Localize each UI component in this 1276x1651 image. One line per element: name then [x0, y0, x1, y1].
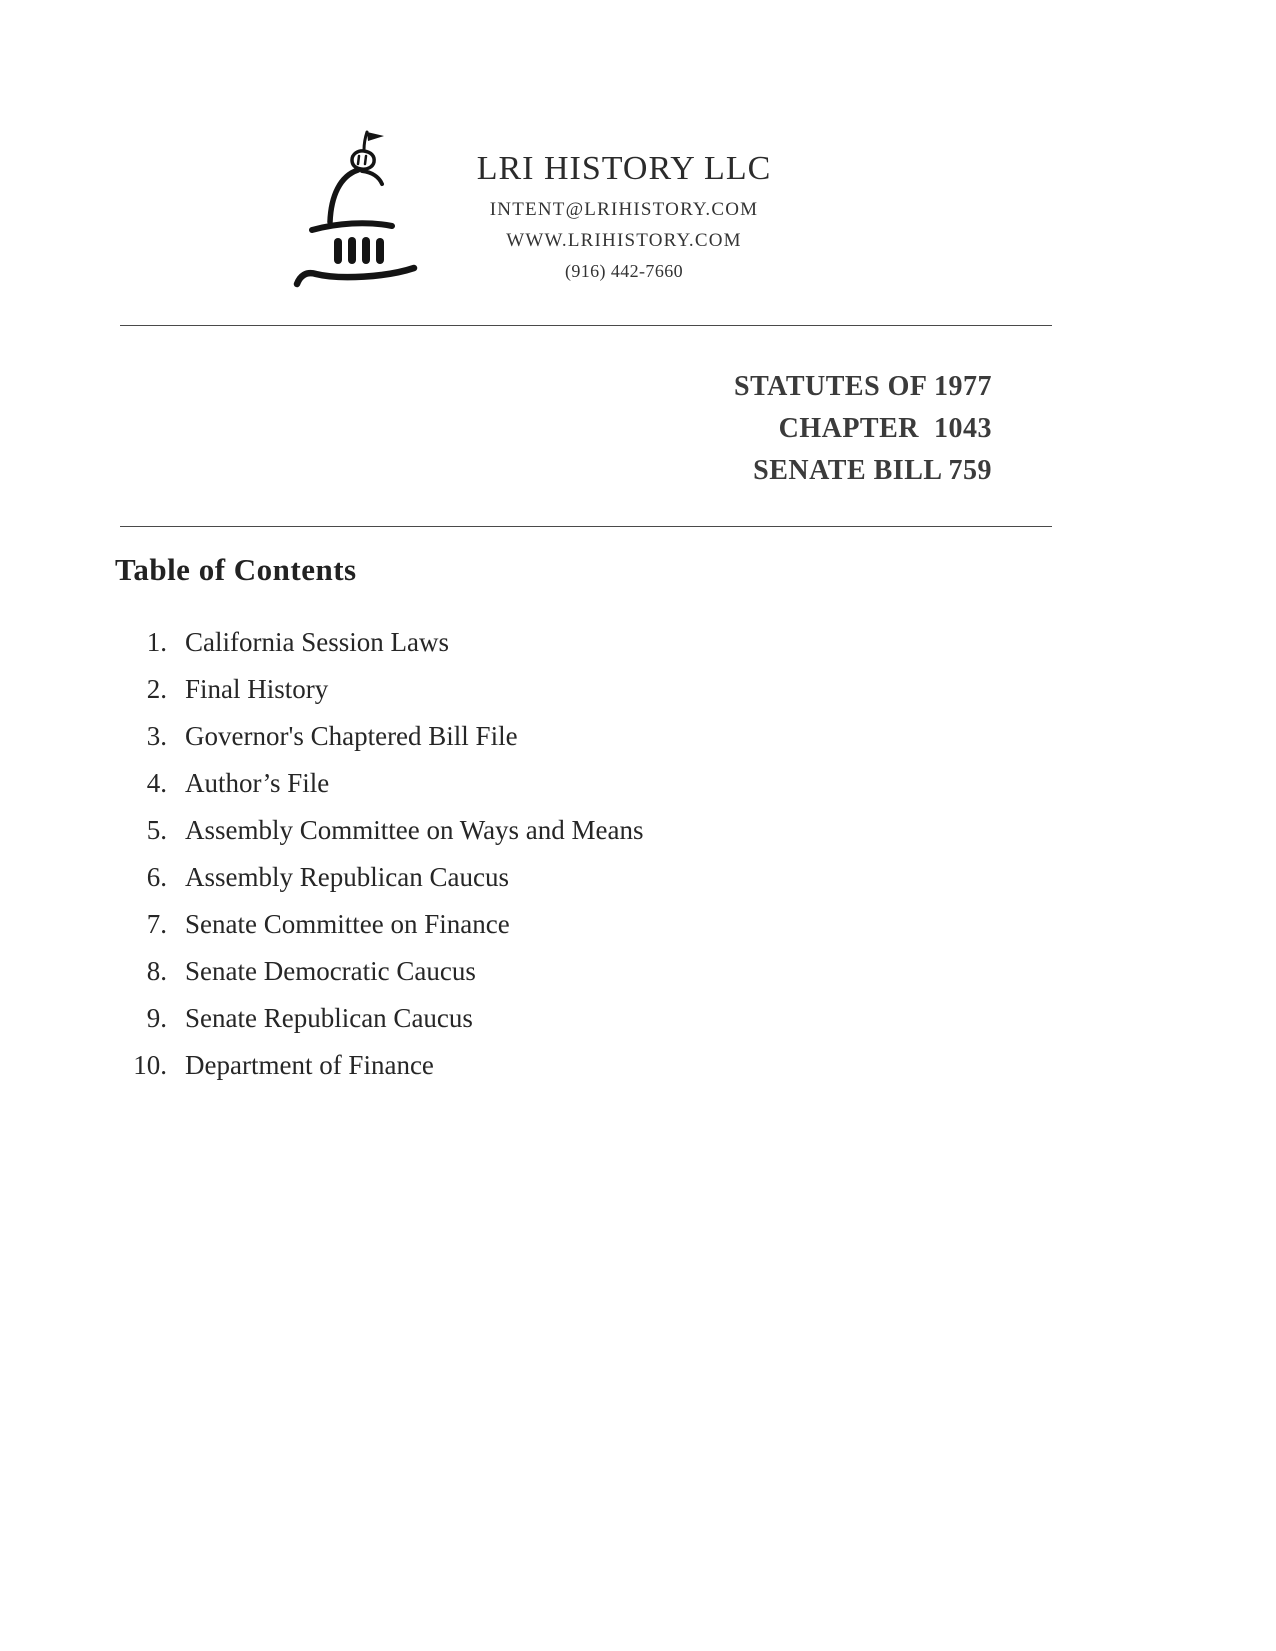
toc-item-label: Senate Committee on Finance	[185, 909, 510, 939]
toc-item-number: 5.	[146, 815, 167, 845]
toc-item-number: 7.	[146, 909, 167, 939]
company-email: INTENT@LRIHISTORY.COM	[489, 199, 759, 220]
company-website: WWW.LRIHISTORY.COM	[506, 230, 742, 251]
toc-item-label: Final History	[185, 674, 329, 704]
toc-item-label: Assembly Republican Caucus	[185, 862, 509, 892]
senate-bill-line: SENATE BILL 759	[753, 455, 992, 486]
toc-item	[115, 767, 1015, 800]
company-name: LRI HISTORY LLC	[476, 150, 772, 187]
toc-item	[115, 1002, 1015, 1035]
toc-item-label: Department of Finance	[185, 1050, 434, 1080]
toc-item-label: Governor's Chaptered Bill File	[185, 721, 518, 751]
toc-item	[115, 861, 1015, 894]
divider-bottom	[120, 526, 1052, 527]
toc-item	[115, 908, 1015, 941]
toc-item-number: 4.	[146, 768, 167, 798]
toc-item	[115, 1049, 1015, 1082]
toc-item-number: 6.	[146, 862, 167, 892]
title-block	[120, 366, 992, 492]
toc-item-label: Author’s File	[185, 768, 330, 798]
toc-item	[115, 720, 1015, 753]
toc-item	[115, 814, 1015, 847]
toc-item-label: Senate Republican Caucus	[185, 1003, 473, 1033]
statutes-line: STATUTES OF 1977	[734, 371, 992, 402]
toc-item-number: 1.	[146, 627, 167, 657]
toc-item-number: 2.	[146, 674, 167, 704]
letterhead	[292, 126, 774, 288]
toc-item	[115, 673, 1015, 706]
toc-item-label: Assembly Committee on Ways and Means	[185, 815, 644, 845]
toc-list	[115, 626, 1015, 1082]
toc-item-label: California Session Laws	[185, 627, 449, 657]
toc-item-number: 3.	[146, 721, 167, 751]
divider-top	[120, 325, 1052, 326]
capitol-building-logo-icon	[292, 126, 440, 288]
toc-item-number: 10.	[133, 1050, 167, 1080]
toc-item-number: 8.	[146, 956, 167, 986]
company-phone: (916) 442-7660	[564, 261, 684, 281]
toc-item	[115, 626, 1015, 659]
toc-heading: Table of Contents	[115, 552, 357, 587]
toc-item	[115, 955, 1015, 988]
chapter-line: CHAPTER 1043	[778, 413, 992, 444]
letterhead-text	[474, 126, 774, 282]
table-of-contents	[115, 552, 1015, 1096]
toc-item-number: 9.	[146, 1003, 167, 1033]
toc-item-label: Senate Democratic Caucus	[185, 956, 476, 986]
